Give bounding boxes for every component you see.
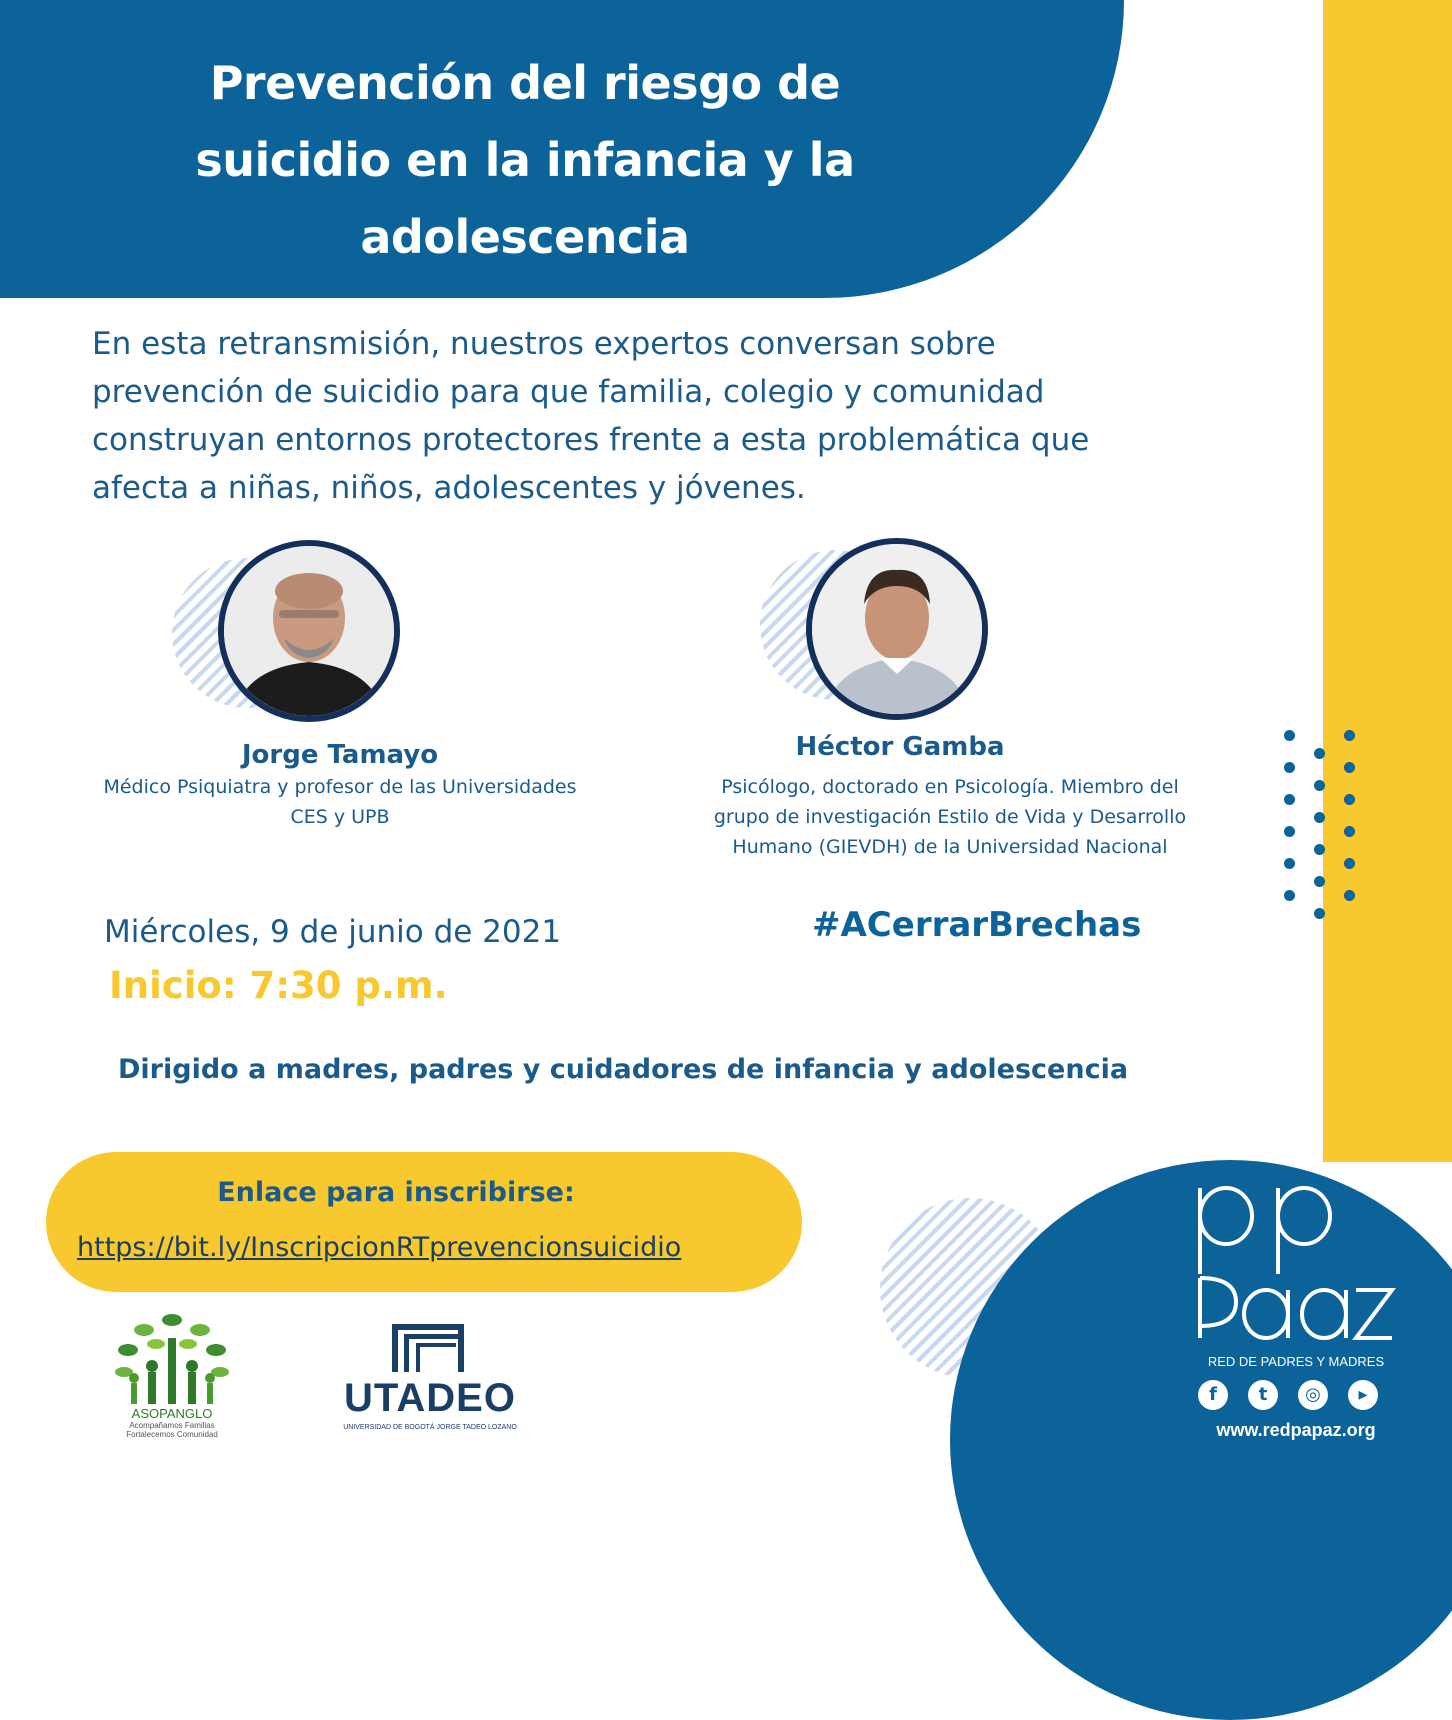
- asopanglo-tagline-line: Acompañamos Familias: [129, 1421, 215, 1430]
- instagram-icon[interactable]: ◎: [1298, 1380, 1328, 1410]
- utadeo-name: UTADEO: [344, 1376, 516, 1420]
- twitter-icon[interactable]: t: [1248, 1380, 1278, 1410]
- papaz-wordmark-icon: [1186, 1178, 1406, 1348]
- intro-line: afecta a niñas, niños, adolescentes y jóvenes.: [92, 470, 806, 506]
- registration-title: Enlace para inscribirse:: [217, 1177, 575, 1208]
- registration-box: [46, 1152, 802, 1292]
- event-time: Inicio: 7:30 p.m.: [109, 964, 448, 1007]
- title-line: adolescencia: [360, 210, 690, 264]
- title-line: suicidio en la infancia y la: [195, 133, 855, 187]
- intro-line: construyan entornos protectores frente a esta problemática que: [92, 422, 1090, 458]
- utadeo-logo: [330, 1318, 530, 1438]
- speaker-role-line: Humano (GIEVDH) de la Universidad Nacional: [732, 836, 1168, 858]
- speaker-photo-hector: [806, 538, 988, 720]
- speaker-role-line: Psicólogo, doctorado en Psicología. Miembro del: [721, 776, 1179, 798]
- yellow-side-bar: [1323, 0, 1452, 1162]
- redpapaz-logo: [1186, 1178, 1406, 1448]
- person-icon: [812, 544, 982, 714]
- speaker-name: Héctor Gamba: [795, 732, 1005, 762]
- utadeo-subtitle: UNIVERSIDAD DE BOGOTÁ JORGE TADEO LOZANO: [343, 1424, 517, 1431]
- intro-line: En esta retransmisión, nuestros expertos conversan sobre: [92, 326, 996, 362]
- speaker-role-line: Médico Psiquiatra y profesor de las Universidades: [103, 776, 577, 798]
- speaker-name: Jorge Tamayo: [241, 740, 439, 770]
- intro-paragraph: [92, 320, 1272, 512]
- redpapaz-website[interactable]: www.redpapaz.org: [1216, 1420, 1376, 1440]
- person-icon: [224, 546, 394, 716]
- hashtag: #ACerrarBrechas: [812, 905, 1142, 945]
- speaker-role: [40, 772, 640, 832]
- youtube-icon[interactable]: ▸: [1348, 1380, 1378, 1410]
- redpapaz-subtitle: RED DE PADRES Y MADRES: [1207, 1354, 1385, 1369]
- asopanglo-logo: [104, 1308, 240, 1446]
- facebook-icon[interactable]: f: [1198, 1380, 1228, 1410]
- tree-icon: [104, 1308, 240, 1408]
- intro-line: prevención de suicidio para que familia, colegio y comunidad: [92, 374, 1045, 410]
- asopanglo-name: ASOPANGLO: [131, 1406, 213, 1421]
- page-title: [120, 45, 930, 276]
- speaker-role-line: CES y UPB: [290, 806, 390, 828]
- speaker-photo-jorge: [218, 540, 400, 722]
- audience-text: Dirigido a madres, padres y cuidadores de infancia y adolescencia: [118, 1054, 1129, 1085]
- asopanglo-tagline: [104, 1421, 240, 1439]
- registration-link[interactable]: https://bit.ly/InscripcionRTprevencionsuicidio: [77, 1232, 682, 1263]
- event-date: Miércoles, 9 de junio de 2021: [104, 914, 562, 950]
- utadeo-emblem-icon: [330, 1318, 530, 1378]
- title-line: Prevención del riesgo de: [209, 56, 841, 110]
- social-icons: [1186, 1378, 1406, 1412]
- asopanglo-tagline-line: Fortalecemos Comunidad: [126, 1430, 218, 1439]
- speaker-role: [630, 772, 1270, 862]
- speaker-role-line: grupo de investigación Estilo de Vida y Desarrollo: [713, 806, 1187, 828]
- decorative-dots: [1280, 726, 1360, 926]
